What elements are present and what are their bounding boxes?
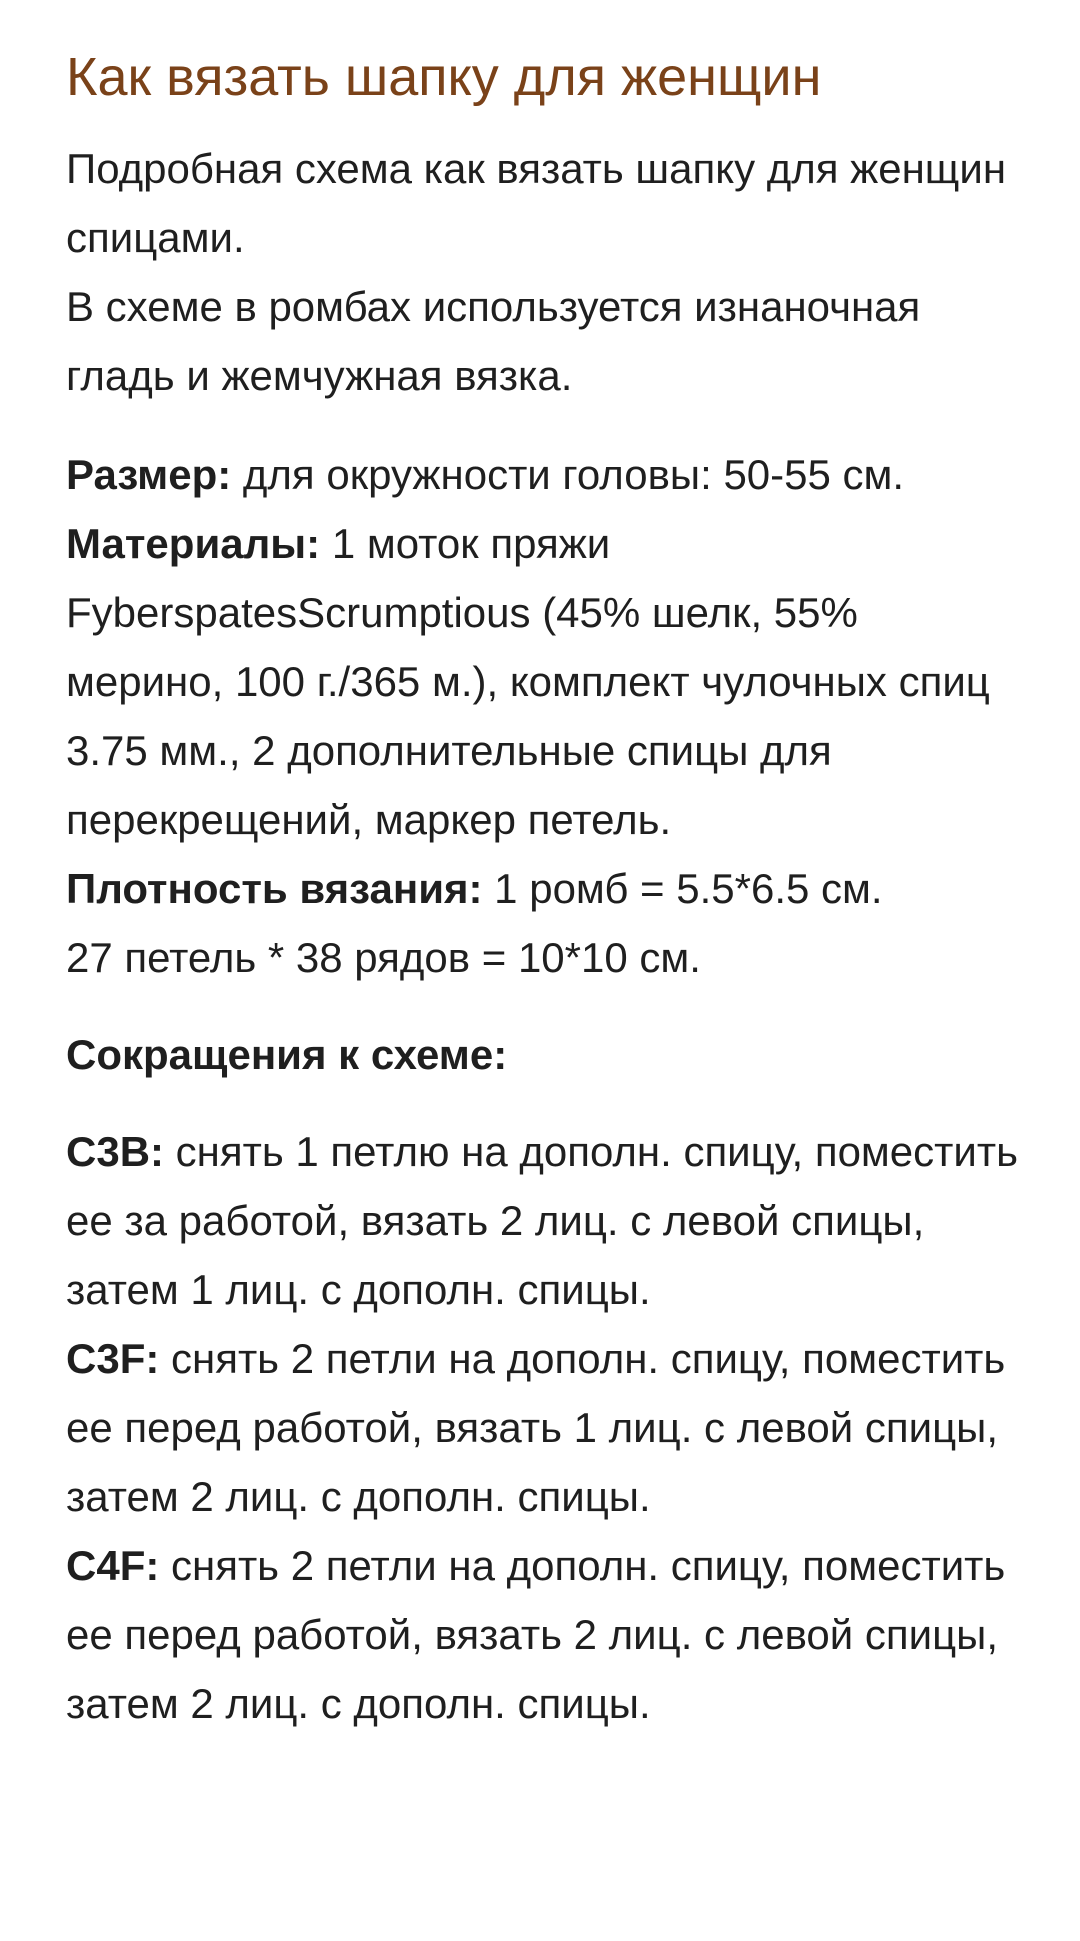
density-line [66, 854, 1026, 923]
size-label: Размер: [66, 451, 232, 498]
intro-line-1: Подробная схема как вязать шапку для женщин спицами. [66, 145, 1007, 261]
abbreviation-item-c3b [66, 1117, 1026, 1324]
abbreviation-text: снять 2 петли на дополн. спицу, поместить ее перед работой, вязать 1 лиц. с левой спицы, затем 2 лиц. с дополн. спицы. [66, 1335, 1006, 1520]
size-line [66, 440, 1026, 509]
abbreviations-heading: Сокращения к схеме: [66, 1031, 508, 1078]
size-value: для окружности головы: 50-55 см. [231, 451, 905, 498]
specs-paragraph [66, 440, 1026, 992]
abbreviation-code: C3B: [66, 1128, 165, 1175]
intro-paragraph [66, 134, 1026, 410]
abbreviation-code: C3F: [66, 1335, 160, 1382]
density-label: Плотность вязания: [66, 865, 483, 912]
abbreviations-list [66, 1117, 1026, 1738]
intro-line-2: В схеме в ромбах используется изнаночная гладь и жемчужная вязка. [66, 283, 921, 399]
materials-line [66, 509, 1026, 854]
abbreviation-item-c3f [66, 1324, 1026, 1531]
materials-value: 1 моток пряжи FyberspatesScrumptious (45% шелк, 55% мерино, 100 г./365 м.), комплект чулочных спиц 3.75 мм., 2 дополнительные спицы для перекрещений, маркер петель. [66, 520, 990, 843]
abbreviation-text: снять 1 петлю на дополн. спицу, поместить ее за работой, вязать 2 лиц. с левой спицы, затем 1 лиц. с дополн. спицы. [66, 1128, 1018, 1313]
materials-label: Материалы: [66, 520, 321, 567]
page-title: Как вязать шапку для женщин [66, 47, 822, 107]
abbreviation-code: C4F: [66, 1542, 160, 1589]
abbreviation-item-c4f [66, 1531, 1026, 1738]
article [66, 0, 1026, 1738]
density-extra-line: 27 петель * 38 рядов = 10*10 см. [66, 934, 701, 981]
density-value: 1 ромб = 5.5*6.5 см. [482, 865, 883, 912]
abbreviation-text: снять 2 петли на дополн. спицу, поместить ее перед работой, вязать 2 лиц. с левой спицы, затем 2 лиц. с дополн. спицы. [66, 1542, 1006, 1727]
